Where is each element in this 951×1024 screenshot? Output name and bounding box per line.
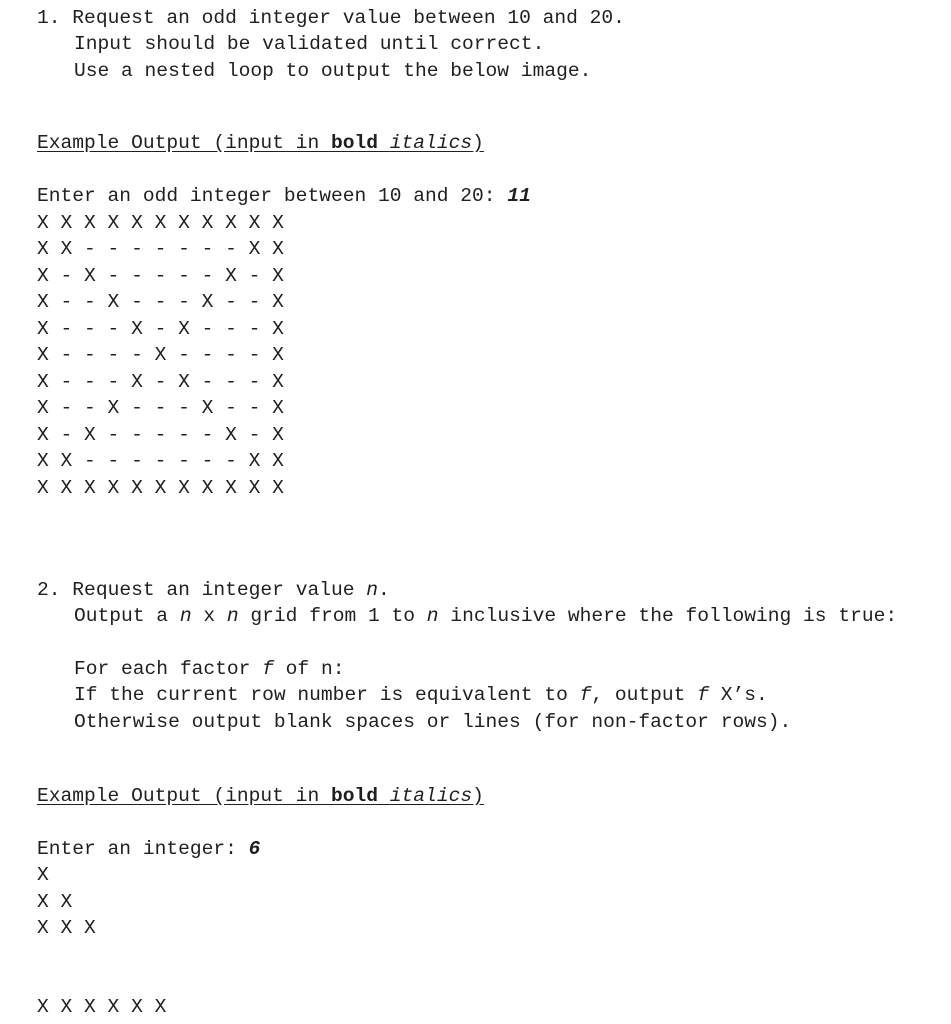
task1-line3: Use a nested loop to output the below image. [74,60,592,82]
pattern-row: X - X - - - - - X - X [37,424,284,446]
var-n: n [179,605,192,627]
task1-line2: Input should be validated until correct. [74,33,545,55]
task2-number: 2. [37,579,61,601]
task2-text: If the current row number is equivalent to [74,684,580,706]
task1-line1 [37,9,625,29]
pattern-row: X - X - - - - - X - X [37,265,284,287]
pattern-row: X X X X X X X X X X X [37,477,284,499]
grid-row: X [37,864,49,886]
heading-space [378,785,390,807]
task2-text: , output [591,684,698,706]
task1-number: 1. [37,7,61,29]
example-heading-1 [37,134,484,154]
var-f: f [697,684,709,706]
var-f: f [262,658,274,680]
example-heading-2 [37,787,484,807]
task2-text: X’s. [708,684,768,706]
pattern-row: X X - - - - - - - X X [37,450,284,472]
var-f: f [579,684,592,706]
heading-close: ) [472,785,484,807]
task2-text: Request an integer value [72,579,367,601]
var-n: n [226,605,239,627]
task2-text: For each factor [74,658,263,680]
pattern-row: X - - - X - X - - - X [37,318,284,340]
heading-space [378,132,390,154]
task2-text: of n: [273,658,345,680]
heading-italic: italics [389,132,473,154]
task2-line3 [74,660,344,680]
task2-text: grid from 1 to [238,605,427,627]
pattern-row: X X - - - - - - - X X [37,238,284,260]
pattern-row: X - - - X - X - - - X [37,371,284,393]
task2-line5: Otherwise output blank spaces or lines (for non-factor rows). [74,711,792,733]
pattern-row: X - - X - - - X - - X [37,397,284,419]
heading-italic: italics [389,785,473,807]
task2-line2 [74,607,897,627]
heading-close: ) [472,132,484,154]
grid-row: X X X [37,917,96,939]
example2-prompt: Enter an integer: [37,838,249,860]
heading-bold: bold [330,132,379,154]
pattern-row: X - - X - - - X - - X [37,291,284,313]
task2-text: . [378,579,390,601]
task2-text: Output a [74,605,180,627]
heading-prefix: Example Output (input in [37,132,331,154]
heading-prefix: Example Output (input in [37,785,331,807]
grid-row: X X [37,891,73,913]
example1-prompt: Enter an odd integer between 10 and 20: [37,185,508,207]
example1-input: 11 [507,185,531,207]
var-n: n [366,579,379,601]
task2-line4 [74,686,768,706]
example1-prompt-line [37,187,531,207]
grid-row: X X X X X X [37,996,167,1018]
example2-input: 6 [248,838,261,860]
heading-bold: bold [330,785,379,807]
task2-line1 [37,581,390,601]
task1-text-1: Request an odd integer value between 10 and 20. [72,7,625,29]
task2-text: x [191,605,227,627]
example2-prompt-line [37,840,260,860]
var-n: n [426,605,439,627]
pattern-row: X X X X X X X X X X X [37,212,284,234]
pattern-row: X - - - - X - - - - X [37,344,284,366]
task2-text: inclusive where the following is true: [438,605,898,627]
